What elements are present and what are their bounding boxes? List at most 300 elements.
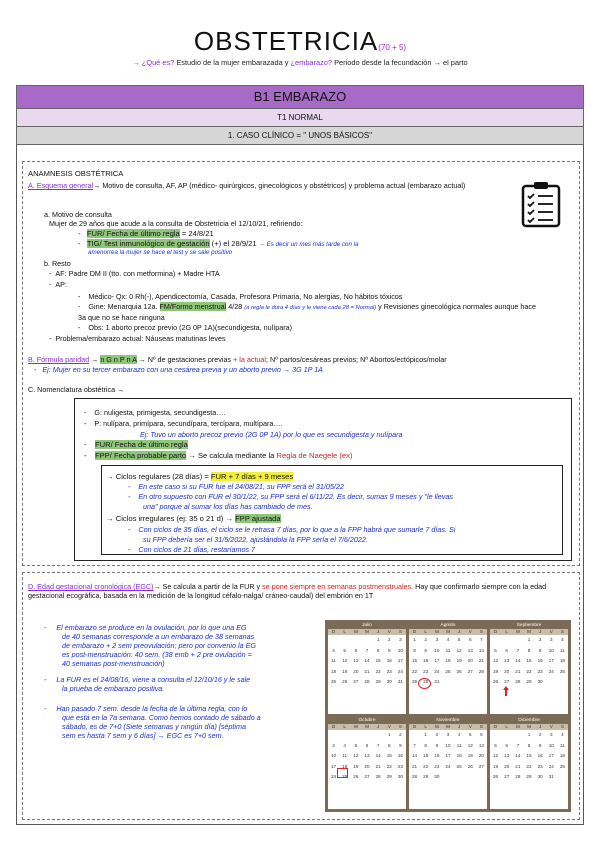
day-cell: 9 — [387, 647, 391, 653]
example-2: - En otro supuesto con FUR el 30/1/22, su FPP será el 6/11/22. Es decir, sumas 9 meses y "le llevas — [128, 492, 453, 501]
day-cell: 13 — [504, 658, 510, 663]
day-cell: 26 — [456, 668, 462, 674]
day-cell: 15 — [526, 658, 532, 663]
day-cell: 3 — [446, 732, 450, 737]
day-cell: 13 — [353, 658, 359, 663]
weekday-label: S — [479, 629, 483, 634]
day-cell: 10 — [397, 647, 403, 653]
day-cell: 11 — [560, 647, 565, 653]
day-cell: 9 — [424, 647, 427, 653]
day-cell: 5 — [494, 647, 497, 653]
day-cell: 15 — [412, 658, 418, 663]
obs-line: - Obs: 1 aborto precoz previo (2G 0P 1A)(secundigesta, nulípara) — [78, 323, 293, 332]
day-cell — [546, 677, 557, 688]
day-cell — [328, 635, 339, 646]
weekday-label: V — [549, 724, 553, 729]
day-cell — [490, 635, 501, 646]
day-cell — [512, 730, 523, 741]
weekday-label: M — [515, 724, 520, 729]
day-cell: 13 — [467, 647, 473, 653]
week-row — [490, 730, 568, 741]
week-row — [490, 772, 568, 783]
month-name: Octubre — [328, 717, 406, 724]
weekday-label: V — [468, 629, 472, 634]
day-cell: 19 — [493, 763, 499, 769]
weekday-label: M — [434, 629, 439, 634]
points-badge: (70 + 5) — [378, 43, 407, 52]
weekday-label: M — [365, 724, 369, 729]
weekday-label: D — [493, 724, 498, 729]
day-cell: 9 — [399, 742, 402, 748]
day-cell: 16 — [423, 658, 429, 663]
day-cell: 11 — [456, 742, 462, 748]
day-cell — [557, 772, 568, 783]
weekday-label: V — [387, 629, 391, 634]
day-cell: 23 — [386, 668, 392, 674]
day-cell: 4 — [561, 732, 564, 737]
day-cell: 23 — [397, 763, 403, 769]
week-row — [490, 667, 568, 678]
example-1: - En este caso si su FUR fue el 24/08/21, su FPP será el 31/05/22 — [128, 482, 344, 491]
day-cell: 25 — [456, 763, 462, 769]
day-cell: 6 — [505, 742, 508, 748]
day-cell — [442, 677, 453, 688]
day-cell: 10 — [434, 647, 440, 653]
day-cell — [373, 730, 384, 741]
day-cell: 23 — [423, 668, 429, 674]
weekday-label: M — [446, 724, 450, 729]
weekday-label: S — [398, 724, 402, 729]
arrow-up-icon — [502, 685, 510, 697]
day-cell: 4 — [561, 637, 564, 642]
edad-line: D. Edad gestacional cronológica (EGC)→ Se calcula a partir de la FUR y se pone siempre en semanas postmenstruales. Hay que confirmarlo siempre con la edad gestacional ecográfica, basada en la medición de la longitud céfalo-nalga/ cráneo-caudal) del embrión en 1T — [28, 582, 547, 600]
day-cell: 21 — [375, 763, 381, 769]
day-cell: 27 — [364, 774, 370, 779]
day-cell: 20 — [504, 668, 510, 674]
example-3b: su FPP debería ser el 31/5/2022, ajustándola la FPP sería el 7/6/2022. — [143, 535, 368, 544]
day-cell: 12 — [493, 658, 499, 663]
day-cell: 28 — [412, 774, 418, 779]
day-cell: 8 — [527, 647, 531, 653]
day-cell: 1 — [424, 732, 427, 737]
week-row — [490, 635, 568, 646]
weekday-label: M — [527, 724, 531, 729]
weekday-label: L — [343, 724, 346, 729]
calendar-month — [490, 622, 568, 714]
day-cell: 27 — [467, 668, 473, 674]
day-cell: 3 — [332, 742, 335, 748]
day-cell: 22 — [526, 668, 532, 674]
weekday-label: S — [398, 629, 402, 634]
day-cell: 30 — [397, 774, 403, 779]
week-row — [328, 751, 406, 762]
weekday-label: V — [549, 629, 553, 634]
formula-example: - Ej: Mujer en su tercer embarazo con una cesárea previa y un aborto previo → 3G 1P 1A — [34, 365, 323, 374]
day-cell: 10 — [548, 742, 554, 748]
day-cell — [442, 772, 453, 783]
day-cell: 29 — [423, 774, 429, 779]
day-cell: 27 — [353, 679, 359, 684]
edad-paragraph-2: - La FUR es el 24/08/16, viene a consulta el 12/10/16 y le sale la prueba de embarazo positiva. — [44, 675, 251, 693]
calendar-month — [328, 717, 406, 809]
formula-line: B. Fórmula paridad → n G n P n A → Nº de gestaciones previas + la actual; Nº partos/cesáreas previos; Nº Abortos/ectópicos/molar — [28, 355, 447, 364]
fur-line: - FUR/ Fecha de último regla = 24/8/21 — [78, 229, 214, 238]
day-cell: 24 — [397, 668, 403, 674]
month-name: Agosto — [409, 622, 487, 629]
day-cell: 28 — [515, 774, 521, 779]
day-cell: 22 — [386, 763, 392, 769]
week-row — [490, 646, 568, 657]
day-cell: 25 — [445, 668, 451, 674]
day-cell: 16 — [386, 658, 392, 663]
day-cell: 7 — [516, 742, 520, 748]
day-cell: 11 — [342, 753, 348, 758]
day-cell: 21 — [412, 763, 418, 769]
day-cell: 9 — [435, 742, 439, 748]
week-row — [328, 730, 406, 741]
day-cell: 9 — [538, 647, 542, 653]
day-cell: 29 — [526, 774, 532, 779]
day-cell — [490, 730, 501, 741]
month-name: Septiembre — [490, 622, 568, 629]
day-cell: 22 — [526, 763, 532, 769]
gine-line: - Gine: Menarquia 12a. FM/Formo menstrual 4/28 (a regla le dura 4 días y le viene cada 28 = Normal) y Revisiones ginecológica normales aunque hace 3a que no se hace ninguna — [78, 302, 536, 322]
day-cell: 29 — [412, 679, 418, 684]
day-cell: 5 — [354, 742, 358, 748]
day-cell: 17 — [548, 658, 554, 663]
day-cell: 15 — [423, 753, 429, 758]
day-cell: 6 — [505, 647, 508, 653]
g-line: - G: nuligesta, primigesta, secundigesta…. — [84, 408, 226, 417]
day-cell: 28 — [515, 679, 521, 684]
ap-label: - AP: — [49, 280, 67, 289]
day-cell: 20 — [353, 668, 359, 674]
day-cell: 18 — [559, 753, 565, 758]
week-row — [490, 741, 568, 752]
day-cell: 3 — [549, 732, 553, 737]
weekday-label: M — [527, 629, 531, 634]
day-cell: 21 — [515, 763, 521, 769]
day-cell — [465, 772, 476, 783]
case-band: 1. CASO CLÍNICO = " UNOS BÁSICOS" — [16, 127, 584, 145]
day-cell: 16 — [397, 753, 403, 758]
day-cell: 26 — [342, 679, 348, 684]
day-cell: 8 — [387, 742, 391, 748]
day-cell: 16 — [537, 753, 543, 758]
day-cell: 13 — [504, 753, 510, 758]
day-cell: 26 — [493, 774, 499, 779]
af-text: - AF: Padre DM II (tto. con metformina) + Madre HTA — [49, 269, 220, 278]
tig-line: - TIG/ Test inmunológico de gestación (+) el 28/9/21 → Es decir un mes más tarde con la — [78, 239, 359, 248]
day-cell: 17 — [445, 753, 451, 758]
day-cell — [339, 730, 350, 741]
weekday-label: D — [331, 724, 336, 729]
day-cell: 3 — [549, 637, 553, 642]
day-cell: 18 — [456, 753, 462, 758]
weekday-label: M — [353, 629, 358, 634]
day-cell: 20 — [504, 763, 510, 769]
calendar-month — [409, 622, 487, 714]
day-cell: 7 — [365, 647, 369, 653]
weekday-label: V — [468, 724, 472, 729]
day-cell: 19 — [467, 753, 473, 758]
day-cell: 12 — [353, 753, 359, 758]
day-cell: 20 — [467, 658, 473, 663]
weekday-label: V — [387, 724, 391, 729]
p-line: - P: nulípara, primípara, secundípara, tercípara, multípara…. — [84, 419, 283, 428]
block-band: B1 EMBARAZO — [16, 85, 584, 109]
example-3: - Con ciclos de 35 días, el ciclo se le retrasa 7 días, por lo que a la FPP habrá que sumarle 7 días. Si — [128, 525, 456, 534]
day-cell: 7 — [516, 647, 520, 653]
nom-fpp: - FPP/ Fecha probable parto → Se calcula mediante la Regla de Naegele (ex) — [84, 451, 353, 460]
weekday-label: D — [331, 629, 336, 634]
day-cell: 4 — [343, 742, 346, 748]
day-cell: 18 — [331, 668, 337, 674]
week-row — [490, 656, 568, 667]
day-cell: 19 — [456, 658, 462, 663]
week-row — [328, 646, 406, 657]
week-row — [328, 667, 406, 678]
day-cell: 14 — [515, 658, 521, 663]
motivo-label: a. Motivo de consulta — [44, 210, 112, 219]
day-cell: 14 — [412, 753, 418, 758]
day-cell: 24 — [548, 763, 554, 769]
day-cell: 6 — [480, 732, 483, 737]
day-cell: 19 — [353, 763, 359, 769]
day-cell: 8 — [527, 742, 531, 748]
month-name: Diciembre — [490, 717, 568, 724]
week-row — [409, 730, 487, 741]
day-cell: 18 — [559, 658, 565, 663]
day-cell: 27 — [478, 763, 484, 769]
day-cell: 21 — [515, 668, 521, 674]
day-cell: 4 — [332, 647, 335, 653]
day-cell — [454, 677, 465, 688]
weekday-label: J — [376, 629, 380, 634]
day-cell: 18 — [342, 763, 348, 769]
day-cell — [339, 635, 350, 646]
day-cell: 30 — [423, 679, 429, 684]
week-row — [409, 772, 487, 783]
clipboard-checklist-icon — [519, 180, 563, 228]
day-cell: 27 — [504, 679, 510, 684]
nom-fur: - FUR/ Fecha de último regla — [84, 440, 188, 449]
day-cell: 15 — [386, 753, 392, 758]
day-cell: 8 — [413, 647, 416, 653]
day-cell: 14 — [515, 753, 521, 758]
day-cell: 6 — [354, 647, 358, 653]
day-cell: 4 — [457, 732, 461, 737]
day-cell: 23 — [537, 763, 543, 769]
day-cell: 24 — [434, 668, 440, 674]
day-cell: 10 — [445, 742, 451, 748]
day-cell: 12 — [493, 753, 499, 758]
day-cell: 22 — [423, 763, 429, 769]
day-cell: 31 — [434, 679, 440, 684]
month-name: Noviembre — [409, 717, 487, 724]
day-cell: 14 — [364, 658, 370, 663]
edad-paragraph-3: - Han pasado 7 sem. desde la fecha de la última regla, con lo que está en la 7a semana. Como hemos contado de sábado a sábado, es de 7+0 (Siete semanas y ningún día) [séptima sem es hasta 7 sem y 6 días] → EGC es 7+0 sem. — [44, 704, 261, 740]
day-cell: 6 — [468, 637, 472, 642]
day-cell: 28 — [478, 668, 484, 674]
day-cell: 2 — [538, 732, 542, 737]
day-cell: 2 — [399, 732, 402, 737]
topic-band: T1 NORMAL — [16, 109, 584, 127]
day-cell: 7 — [480, 637, 483, 642]
day-cell: 3 — [435, 637, 439, 642]
day-cell: 23 — [537, 668, 543, 674]
day-cell: 20 — [478, 753, 484, 758]
day-cell: 26 — [467, 763, 473, 769]
day-cell: 11 — [560, 742, 565, 748]
day-cell: 22 — [412, 668, 418, 674]
day-cell: 31 — [397, 679, 403, 684]
p-example: Ej: Tuvo un aborto precoz previo (2G 0P 1A) por lo que es secundigesta y nulípara — [140, 430, 403, 439]
tig-note: amenorrea la mujer se hace el test y se sale positivo — [88, 249, 233, 256]
day-cell — [501, 730, 512, 741]
day-cell: 30 — [434, 774, 440, 779]
weekday-label: S — [560, 724, 564, 729]
day-cell — [501, 635, 512, 646]
resto-label: b. Resto — [44, 259, 71, 268]
day-cell: 1 — [413, 637, 416, 642]
week-row — [409, 667, 487, 678]
week-row — [409, 762, 487, 773]
day-cell: 12 — [467, 742, 473, 748]
day-cell: 2 — [435, 732, 439, 737]
day-cell: 13 — [364, 753, 370, 758]
day-cell: 14 — [478, 647, 484, 653]
day-cell: 14 — [375, 753, 381, 758]
day-cell: 11 — [331, 658, 336, 663]
day-cell: 24 — [548, 668, 554, 674]
weekday-label: J — [538, 629, 542, 634]
week-row — [328, 677, 406, 688]
day-cell: 30 — [537, 774, 543, 779]
edad-paragraph-1: - El embarazo se produce en la ovulación, por lo que una EG de 40 semanas corresponde a un embarazo de 38 semanas de embarazo + 2 sem preovulación; pero por convenio la EG es post-menstruación: 40 sem. (38 emb + 2 pre ovulación = 40 semanas post-menstruación) — [44, 623, 256, 668]
day-cell: 23 — [434, 763, 440, 769]
week-row — [490, 762, 568, 773]
day-cell: 22 — [375, 668, 381, 674]
day-cell — [409, 730, 420, 741]
day-cell: 10 — [548, 647, 554, 653]
day-cell: 19 — [342, 668, 348, 674]
day-cell: 2 — [387, 637, 391, 642]
weekday-label: D — [412, 724, 417, 729]
day-cell: 29 — [386, 774, 392, 779]
weekday-label: L — [505, 629, 508, 634]
day-cell — [361, 635, 372, 646]
day-cell: 8 — [424, 742, 427, 748]
day-cell: 4 — [446, 637, 450, 642]
consulta-date-square — [337, 768, 348, 778]
day-cell: 2 — [424, 637, 427, 642]
anamnesis-heading: ANAMNESIS OBSTÉTRICA — [28, 169, 124, 178]
weekday-label: M — [365, 629, 369, 634]
day-cell: 25 — [559, 763, 565, 769]
day-cell: 25 — [331, 679, 337, 684]
day-cell: 25 — [559, 668, 565, 674]
weekday-label: D — [493, 629, 498, 634]
day-cell: 26 — [493, 679, 499, 684]
day-cell: 19 — [493, 668, 499, 674]
day-cell: 27 — [504, 774, 510, 779]
day-cell: 24 — [331, 774, 337, 779]
weekday-label: M — [434, 724, 439, 729]
day-cell: 15 — [526, 753, 532, 758]
weekday-label: L — [424, 724, 427, 729]
day-cell — [350, 635, 361, 646]
medico-line: - Médico- Qx: 0 Rh(-), Apendicectomía, Casada, Profesora Primaria, No alergias, No hábitos tóxicos — [78, 292, 403, 301]
day-cell: 28 — [364, 679, 370, 684]
day-cell: 1 — [387, 732, 391, 737]
day-cell: 31 — [548, 774, 554, 779]
day-cell: 21 — [478, 658, 484, 663]
day-cell: 16 — [434, 753, 440, 758]
day-cell: 17 — [548, 753, 554, 758]
day-cell: 17 — [397, 658, 403, 663]
day-cell: 29 — [375, 679, 381, 684]
day-cell — [328, 730, 339, 741]
week-row — [490, 751, 568, 762]
day-cell: 28 — [375, 774, 381, 779]
day-cell: 6 — [365, 742, 369, 748]
day-cell: 3 — [399, 637, 402, 642]
motivo-text: Mujer de 29 años que acude a la consulta de Obstetricia el 12/10/21, refiriendo: — [49, 219, 303, 228]
weekday-label: M — [446, 629, 450, 634]
day-cell: 24 — [445, 763, 451, 769]
weekday-label: S — [560, 629, 564, 634]
example-2b: una" porque al sumar los días has cambiado de mes. — [143, 502, 313, 511]
ciclos-irregulares: → Ciclos irregulares (ej: 35 o 21 d) → FPP ajustada — [106, 514, 281, 523]
day-cell: 9 — [538, 742, 542, 748]
problema-line: - Problema/embarazo actual: Náuseas matutinas leves — [49, 334, 226, 343]
day-cell: 21 — [364, 668, 370, 674]
day-cell — [454, 772, 465, 783]
week-row — [328, 656, 406, 667]
day-cell — [465, 677, 476, 688]
day-cell: 11 — [445, 647, 451, 653]
day-cell — [350, 730, 361, 741]
week-row — [409, 656, 487, 667]
day-cell: 12 — [456, 647, 462, 653]
week-row — [328, 635, 406, 646]
day-cell: 30 — [537, 679, 543, 684]
day-cell: 26 — [353, 774, 359, 779]
day-cell: 5 — [457, 637, 461, 642]
nomenclatura-label: C. Nomenclatura obstétrica → — [28, 385, 125, 394]
day-cell: 7 — [376, 742, 380, 748]
day-cell — [476, 772, 487, 783]
weekday-label: L — [424, 629, 427, 634]
week-row — [409, 741, 487, 752]
day-cell: 15 — [375, 658, 381, 663]
day-cell: 16 — [537, 658, 543, 663]
day-cell: 17 — [434, 658, 440, 663]
example-4: - Con ciclos de 21 días, restaríamos 7 — [128, 545, 256, 554]
day-cell: 5 — [494, 742, 497, 748]
day-cell — [361, 730, 372, 741]
calendar-month — [490, 717, 568, 809]
week-row — [409, 635, 487, 646]
weekday-label: J — [457, 724, 461, 729]
day-cell: 1 — [527, 637, 531, 642]
day-cell: 8 — [376, 647, 380, 653]
day-cell: 10 — [331, 753, 337, 758]
calendar-month — [328, 622, 406, 714]
day-cell: 13 — [478, 742, 484, 748]
day-cell: 29 — [526, 679, 532, 684]
